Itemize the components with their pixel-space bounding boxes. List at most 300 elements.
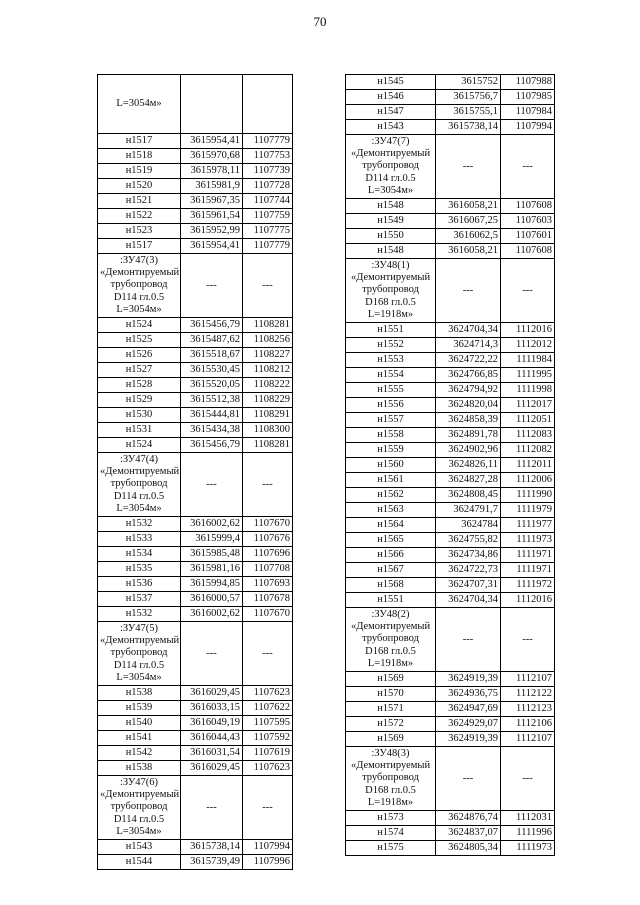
coord-y: 1107988 — [501, 75, 555, 90]
section-title-line: «Демонтируемый — [100, 635, 180, 647]
coord-y: 1111971 — [501, 563, 555, 578]
table-row — [346, 398, 555, 413]
coord-x: 3624794,92 — [436, 383, 501, 398]
coord-x: 3616067,25 — [436, 214, 501, 229]
section-title-line: «Демонтируемый — [350, 148, 431, 160]
coord-y-dash: --- — [243, 622, 293, 686]
coord-x: 3615444,81 — [181, 408, 243, 423]
coord-x-dash: --- — [181, 622, 243, 686]
table-row — [346, 199, 555, 214]
coord-x: 3624722,73 — [436, 563, 501, 578]
point-name: н1547 — [346, 105, 436, 120]
section-title-line: :ЗУ48(2) — [371, 609, 410, 621]
section-title — [98, 776, 181, 840]
coord-x: 3616062,5 — [436, 229, 501, 244]
point-name: н1542 — [98, 746, 181, 761]
table-row — [346, 458, 555, 473]
table-row — [98, 562, 293, 577]
point-name: н1533 — [98, 532, 181, 547]
coord-y: 1107759 — [243, 209, 293, 224]
coord-y: 1107985 — [501, 90, 555, 105]
section-title — [346, 259, 436, 323]
coord-x: 3624734,86 — [436, 548, 501, 563]
section-header-row — [346, 259, 555, 323]
coord-x: 3615952,99 — [181, 224, 243, 239]
section-title-line: L=3054м» — [116, 303, 162, 315]
point-name: н1566 — [346, 548, 436, 563]
coord-y: 1107984 — [501, 105, 555, 120]
coord-x: 3615755,1 — [436, 105, 501, 120]
section-title-line: трубопровод — [362, 284, 419, 296]
point-name: н1574 — [346, 826, 436, 841]
table-row — [346, 687, 555, 702]
coord-y: 1107779 — [243, 239, 293, 254]
coord-x: 3624826,11 — [436, 458, 501, 473]
table-row — [98, 855, 293, 870]
table-row — [346, 518, 555, 533]
section-title-line: «Демонтируемый — [350, 272, 431, 284]
point-name: н1517 — [98, 134, 181, 149]
coord-x-dash: --- — [436, 747, 501, 811]
coord-x: 3624766,85 — [436, 368, 501, 383]
section-title-line: «Демонтируемый — [350, 621, 431, 633]
coord-y: 1107670 — [243, 607, 293, 622]
coord-y: 1111998 — [501, 383, 555, 398]
coord-x: 3615512,38 — [181, 393, 243, 408]
point-name: н1564 — [346, 518, 436, 533]
table-row — [98, 592, 293, 607]
table-row — [98, 149, 293, 164]
table-row — [346, 811, 555, 826]
section-header-row — [346, 608, 555, 672]
section-title-line: D168 гл.0.5 — [365, 784, 416, 796]
coord-y: 1112016 — [501, 593, 555, 608]
coord-y: 1111995 — [501, 368, 555, 383]
point-name: н1541 — [98, 731, 181, 746]
table-row — [346, 383, 555, 398]
section-title-line: D114 гл.0.5 — [113, 659, 165, 671]
section-title-line: :ЗУ47(3) — [119, 255, 159, 266]
coord-x: 3615994,85 — [181, 577, 243, 592]
coord-x: 3615970,68 — [181, 149, 243, 164]
section-title-line: трубопровод — [110, 647, 168, 659]
coordinates-table-right — [345, 74, 555, 856]
point-name: н1555 — [346, 383, 436, 398]
coord-x: 3616044,43 — [181, 731, 243, 746]
table-row — [98, 547, 293, 562]
table-row — [346, 593, 555, 608]
point-name: н1572 — [346, 717, 436, 732]
coord-x-dash: --- — [436, 135, 501, 199]
coord-y: 1107592 — [243, 731, 293, 746]
point-name: н1567 — [346, 563, 436, 578]
coord-y: 1108227 — [243, 348, 293, 363]
point-name: н1553 — [346, 353, 436, 368]
section-title — [346, 747, 436, 811]
section-title-line: L=3054м» — [116, 825, 162, 837]
coord-y: 1111973 — [501, 841, 555, 856]
coord-x: 3615981,9 — [181, 179, 243, 194]
table-row — [346, 672, 555, 687]
point-name: н1549 — [346, 214, 436, 229]
coord-y: 1108229 — [243, 393, 293, 408]
coord-y: 1107994 — [501, 120, 555, 135]
point-name: н1548 — [346, 244, 436, 259]
coordinates-table-left — [97, 74, 293, 870]
coord-x-empty — [181, 75, 243, 134]
table-row — [98, 408, 293, 423]
point-name: н1569 — [346, 732, 436, 747]
section-header-row — [98, 254, 293, 318]
coord-x: 3615752 — [436, 75, 501, 90]
coord-x: 3624891,78 — [436, 428, 501, 443]
point-name: н1530 — [98, 408, 181, 423]
coord-y: 1111996 — [501, 826, 555, 841]
section-title — [346, 608, 436, 672]
coord-y-empty — [243, 75, 293, 134]
section-title-continued: L=3054м» — [98, 75, 181, 134]
section-title-line: L=3054м» — [116, 502, 162, 514]
section-title-line: :ЗУ47(7) — [371, 136, 410, 147]
coord-x: 3615487,62 — [181, 333, 243, 348]
table-row — [98, 363, 293, 378]
coord-y: 1111973 — [501, 533, 555, 548]
table-row — [346, 533, 555, 548]
coord-y-dash: --- — [501, 747, 555, 811]
coord-y: 1107623 — [243, 686, 293, 701]
point-name: н1523 — [98, 224, 181, 239]
point-name: н1573 — [346, 811, 436, 826]
point-name: н1539 — [98, 701, 181, 716]
table-row — [98, 378, 293, 393]
table-row — [98, 716, 293, 731]
coord-x-dash: --- — [181, 453, 243, 517]
section-title — [346, 135, 436, 199]
table-row — [98, 840, 293, 855]
section-title-line: D114 гл.0.5 — [113, 291, 165, 303]
point-name: н1532 — [98, 607, 181, 622]
table-row — [98, 532, 293, 547]
coord-y-dash: --- — [243, 776, 293, 840]
point-name: н1575 — [346, 841, 436, 856]
section-title-line: L=3054м» — [367, 184, 414, 196]
coord-y: 1107622 — [243, 701, 293, 716]
coord-y: 1111971 — [501, 548, 555, 563]
coord-x: 3624902,96 — [436, 443, 501, 458]
section-title-line: L=3054м» — [116, 671, 162, 683]
coord-y: 1107775 — [243, 224, 293, 239]
section-title-line: «Демонтируемый — [350, 760, 431, 772]
section-title-line: трубопровод — [110, 279, 168, 291]
coord-x-dash: --- — [436, 608, 501, 672]
section-title-line: трубопровод — [362, 772, 419, 784]
table-row — [98, 239, 293, 254]
point-name: н1528 — [98, 378, 181, 393]
coord-x: 3615981,16 — [181, 562, 243, 577]
section-title-line: «Демонтируемый — [100, 789, 180, 801]
page-number: 70 — [313, 14, 327, 29]
coord-y: 1108300 — [243, 423, 293, 438]
table-row — [346, 841, 555, 856]
point-name: н1569 — [346, 672, 436, 687]
coord-y: 1112012 — [501, 338, 555, 353]
point-name: н1529 — [98, 393, 181, 408]
table-row — [346, 229, 555, 244]
coord-y: 1107608 — [501, 199, 555, 214]
coord-y: 1107619 — [243, 746, 293, 761]
coord-x: 3615530,45 — [181, 363, 243, 378]
coord-x: 3624827,28 — [436, 473, 501, 488]
coord-x: 3624707,31 — [436, 578, 501, 593]
point-name: н1524 — [98, 318, 181, 333]
table-row — [346, 443, 555, 458]
coord-y: 1107670 — [243, 517, 293, 532]
section-header-row — [346, 135, 555, 199]
point-name: н1548 — [346, 199, 436, 214]
coord-y: 1112106 — [501, 717, 555, 732]
table-row — [346, 368, 555, 383]
coord-y: 1107779 — [243, 134, 293, 149]
coord-y: 1107728 — [243, 179, 293, 194]
coord-y: 1112017 — [501, 398, 555, 413]
table-row — [346, 548, 555, 563]
table-row — [98, 746, 293, 761]
point-name: н1521 — [98, 194, 181, 209]
table-row — [346, 90, 555, 105]
table-row — [98, 761, 293, 776]
coord-x: 3615456,79 — [181, 318, 243, 333]
point-name: н1570 — [346, 687, 436, 702]
coord-y: 1107678 — [243, 592, 293, 607]
point-name: н1551 — [346, 593, 436, 608]
coord-x: 3616002,62 — [181, 607, 243, 622]
coord-y: 1107708 — [243, 562, 293, 577]
coord-x: 3624876,74 — [436, 811, 501, 826]
table-row — [346, 353, 555, 368]
coord-y: 1112107 — [501, 732, 555, 747]
table-row — [98, 438, 293, 453]
table-row — [98, 318, 293, 333]
coord-x: 3616000,57 — [181, 592, 243, 607]
table-row — [346, 244, 555, 259]
section-title — [98, 254, 181, 318]
point-name: н1543 — [346, 120, 436, 135]
section-title-line: трубопровод — [362, 633, 419, 645]
point-name: н1545 — [346, 75, 436, 90]
coord-x: 3615738,14 — [436, 120, 501, 135]
coord-y-dash: --- — [243, 453, 293, 517]
section-header-row — [98, 622, 293, 686]
coord-x: 3624947,69 — [436, 702, 501, 717]
point-name: н1544 — [98, 855, 181, 870]
point-name: н1536 — [98, 577, 181, 592]
coord-y: 1112107 — [501, 672, 555, 687]
section-title-line: трубопровод — [110, 478, 168, 490]
point-name: н1563 — [346, 503, 436, 518]
coord-y: 1108281 — [243, 438, 293, 453]
coord-x-dash: --- — [181, 776, 243, 840]
coord-y: 1111979 — [501, 503, 555, 518]
section-title-line: D168 гл.0.5 — [365, 296, 416, 308]
table-row — [98, 194, 293, 209]
section-title-line: трубопровод — [362, 160, 419, 172]
point-name: н1538 — [98, 686, 181, 701]
point-name: н1546 — [346, 90, 436, 105]
table-row — [346, 338, 555, 353]
coord-x: 3615518,67 — [181, 348, 243, 363]
coord-y: 1112011 — [501, 458, 555, 473]
point-name: н1565 — [346, 533, 436, 548]
coord-y: 1111990 — [501, 488, 555, 503]
coord-x: 3615999,4 — [181, 532, 243, 547]
coord-x: 3616002,62 — [181, 517, 243, 532]
point-name: н1517 — [98, 239, 181, 254]
coord-x: 3615967,35 — [181, 194, 243, 209]
section-header-row — [98, 453, 293, 517]
table-row — [98, 348, 293, 363]
coord-y: 1107696 — [243, 547, 293, 562]
section-title-line: «Демонтируемый — [100, 466, 180, 478]
section-title-line: :ЗУ47(6) — [119, 777, 159, 789]
coord-y: 1107739 — [243, 164, 293, 179]
coord-y: 1108212 — [243, 363, 293, 378]
coord-y: 1107996 — [243, 855, 293, 870]
section-title — [98, 622, 181, 686]
coord-x: 3615954,41 — [181, 239, 243, 254]
coord-x: 3616058,21 — [436, 244, 501, 259]
table-row — [98, 607, 293, 622]
coord-y: 1108222 — [243, 378, 293, 393]
point-name: н1525 — [98, 333, 181, 348]
table-row — [98, 517, 293, 532]
coord-y: 1112016 — [501, 323, 555, 338]
coord-x: 3624704,34 — [436, 323, 501, 338]
point-name: н1558 — [346, 428, 436, 443]
coord-y: 1107603 — [501, 214, 555, 229]
section-title-line: D168 гл.0.5 — [365, 645, 416, 657]
point-name: н1537 — [98, 592, 181, 607]
coord-y: 1107595 — [243, 716, 293, 731]
point-name: н1527 — [98, 363, 181, 378]
point-name: н1552 — [346, 338, 436, 353]
table-row — [98, 577, 293, 592]
coord-x: 3624755,82 — [436, 533, 501, 548]
coord-x: 3615985,48 — [181, 547, 243, 562]
table-row — [98, 423, 293, 438]
point-name: н1519 — [98, 164, 181, 179]
coord-y: 1112123 — [501, 702, 555, 717]
section-title-line: :ЗУ47(5) — [119, 623, 159, 635]
point-name: н1535 — [98, 562, 181, 577]
point-name: н1550 — [346, 229, 436, 244]
table-row — [346, 717, 555, 732]
coord-y: 1107608 — [501, 244, 555, 259]
coord-y: 1112082 — [501, 443, 555, 458]
table-row — [346, 323, 555, 338]
section-title-line: :ЗУ47(4) — [119, 454, 159, 466]
point-name: н1520 — [98, 179, 181, 194]
point-name: н1559 — [346, 443, 436, 458]
coord-x: 3615434,38 — [181, 423, 243, 438]
section-title-line: трубопровод — [110, 801, 168, 813]
coord-x: 3615739,49 — [181, 855, 243, 870]
coord-y-dash: --- — [501, 135, 555, 199]
point-name: н1560 — [346, 458, 436, 473]
coord-y-dash: --- — [501, 259, 555, 323]
coord-y: 1107994 — [243, 840, 293, 855]
point-name: н1571 — [346, 702, 436, 717]
point-name: н1531 — [98, 423, 181, 438]
coord-x: 3616029,45 — [181, 761, 243, 776]
section-title-line: «Демонтируемый — [100, 267, 180, 279]
coord-x: 3615520,05 — [181, 378, 243, 393]
table-row — [98, 224, 293, 239]
table-row — [346, 413, 555, 428]
coord-x: 3624722,22 — [436, 353, 501, 368]
coord-x: 3616058,21 — [436, 199, 501, 214]
coord-x: 3615978,11 — [181, 164, 243, 179]
coord-y: 1111972 — [501, 578, 555, 593]
coord-y: 1107744 — [243, 194, 293, 209]
coord-x: 3615756,7 — [436, 90, 501, 105]
coord-y: 1112122 — [501, 687, 555, 702]
point-name: н1557 — [346, 413, 436, 428]
point-name: н1543 — [98, 840, 181, 855]
coord-x: 3616049,19 — [181, 716, 243, 731]
table-row — [346, 473, 555, 488]
section-title-line: D114 гл.0.5 — [113, 813, 165, 825]
table-row — [346, 732, 555, 747]
table-row — [346, 428, 555, 443]
table-row — [98, 686, 293, 701]
table-row — [346, 488, 555, 503]
table-row — [98, 134, 293, 149]
point-name: н1538 — [98, 761, 181, 776]
table-row — [98, 209, 293, 224]
section-title-line: L=1918м» — [367, 308, 414, 320]
section-header-row — [98, 776, 293, 840]
section-title-line: :ЗУ48(1) — [371, 260, 410, 272]
coord-x: 3624929,07 — [436, 717, 501, 732]
coord-x: 3624784 — [436, 518, 501, 533]
coord-x-dash: --- — [436, 259, 501, 323]
table-row — [98, 179, 293, 194]
table-row — [346, 578, 555, 593]
continuation-row — [98, 75, 293, 134]
coord-x: 3624805,34 — [436, 841, 501, 856]
coord-y: 1108281 — [243, 318, 293, 333]
coord-x: 3616029,45 — [181, 686, 243, 701]
table-row — [346, 702, 555, 717]
coord-x: 3615961,54 — [181, 209, 243, 224]
point-name: н1556 — [346, 398, 436, 413]
table-row — [98, 701, 293, 716]
coord-y: 1108291 — [243, 408, 293, 423]
section-title-line: D114 гл.0.5 — [113, 490, 165, 502]
section-header-row — [346, 747, 555, 811]
coord-y: 1107623 — [243, 761, 293, 776]
coord-x: 3615738,14 — [181, 840, 243, 855]
coord-x: 3624837,07 — [436, 826, 501, 841]
point-name: н1561 — [346, 473, 436, 488]
table-row — [98, 333, 293, 348]
coord-x: 3615954,41 — [181, 134, 243, 149]
section-title-line: :ЗУ48(3) — [371, 748, 410, 760]
section-title — [98, 453, 181, 517]
section-title-line: D114 гл.0.5 — [365, 172, 416, 184]
point-name: н1562 — [346, 488, 436, 503]
coord-x: 3624858,39 — [436, 413, 501, 428]
